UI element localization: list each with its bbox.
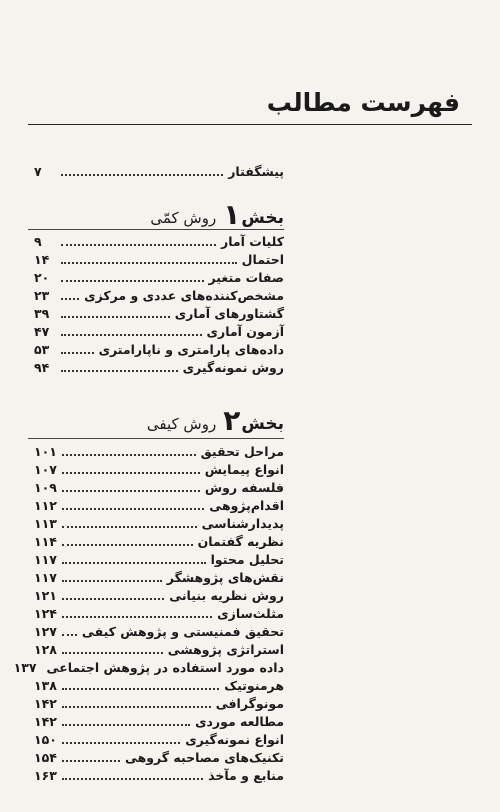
toc-entry-page: ۷	[34, 164, 42, 179]
toc-entry-label: روش نمونه‌گیری	[182, 360, 284, 375]
dot-leader	[62, 724, 190, 726]
dot-leader	[62, 706, 211, 708]
toc-entry-page: ۱۴۲	[34, 714, 57, 729]
dot-leader	[61, 262, 237, 264]
toc-entry	[34, 550, 284, 567]
toc-entry-page: ۴۷	[34, 324, 50, 339]
toc-entry-label: کلیات آمار	[221, 234, 284, 249]
toc-entry-label: روش نظریه بنیانی	[169, 588, 284, 603]
dot-leader	[62, 580, 162, 582]
toc-entry-page: ۱۰۹	[34, 480, 57, 495]
toc-entry-label: تحلیل محتوا	[210, 552, 284, 567]
toc-entry	[34, 712, 284, 729]
toc-entry-page: ۱۲۱	[34, 588, 57, 603]
dot-leader	[61, 280, 204, 282]
section-divider	[28, 438, 284, 439]
dot-leader	[62, 598, 164, 600]
toc-entry-label: مونوگرافی	[215, 696, 284, 711]
toc-entry-label: اقدام‌پژوهی	[209, 498, 284, 513]
toc-entry	[34, 286, 284, 303]
toc-entry-page: ۱۰۷	[34, 462, 57, 477]
toc-entry-page: ۱۶۳	[34, 768, 57, 783]
toc-entry-label: آزمون آماری	[206, 324, 284, 339]
section-name: روش کیفی	[146, 415, 217, 433]
toc-entry-page: ۳۹	[34, 306, 50, 321]
title-divider	[28, 124, 472, 125]
toc-entry-page: ۱۴	[34, 252, 50, 267]
toc-entry-label: هرمنوتیک	[224, 678, 284, 693]
toc-entry-page: ۹	[34, 234, 42, 249]
toc-entry	[34, 640, 284, 657]
toc-entry-label: صفات متغیر	[208, 270, 284, 285]
toc-entry-label: استراتژی پژوهشی	[167, 642, 284, 657]
toc-entry-page: ۱۴۲	[34, 696, 57, 711]
section-heading-2	[147, 402, 284, 436]
dot-leader	[62, 634, 77, 636]
toc-entry	[34, 748, 284, 765]
toc-entry-page: ۱۱۳	[34, 516, 57, 531]
dot-leader	[62, 616, 212, 618]
section-number: ۱	[223, 198, 241, 231]
toc-entry	[34, 586, 284, 603]
dot-leader	[62, 544, 193, 546]
toc-entry	[34, 304, 284, 321]
dot-leader	[61, 334, 202, 336]
dot-leader	[62, 778, 203, 780]
toc-entry-label: نظریه گفتمان	[197, 534, 284, 549]
dot-leader	[61, 174, 223, 176]
dot-leader	[62, 526, 197, 528]
dot-leader	[61, 298, 79, 300]
toc-entry-page: ۱۵۰	[34, 732, 57, 747]
section-heading-1	[150, 196, 284, 230]
toc-entry-page: ۱۲۸	[34, 642, 57, 657]
toc-entry-label: پدیدارشناسی	[201, 516, 284, 531]
toc-entry-page: ۱۳۷	[13, 660, 37, 675]
section-word: بخش	[241, 208, 284, 228]
dot-leader	[62, 652, 163, 654]
page-title: فهرست مطالب	[266, 88, 460, 117]
toc-entry	[34, 622, 284, 639]
toc-entry-label: منابع و مآخذ	[208, 768, 284, 783]
toc-entry	[34, 232, 284, 249]
dot-leader	[62, 490, 200, 492]
dot-leader	[61, 316, 170, 318]
toc-entry-page: ۲۰	[34, 270, 50, 285]
toc-entry	[34, 460, 284, 477]
section-divider	[28, 229, 284, 230]
toc-entry-preface	[34, 162, 284, 179]
dot-leader	[62, 742, 180, 744]
toc-entry	[34, 568, 284, 585]
dot-leader	[61, 352, 94, 354]
toc-entry	[34, 766, 284, 783]
toc-entry-label: گشتاورهای آماری	[174, 306, 284, 321]
section-number: ۲	[223, 404, 241, 437]
toc-entry-page: ۱۲۴	[34, 606, 57, 621]
toc-entry	[34, 322, 284, 339]
toc-entry	[34, 676, 284, 693]
toc-entry-page: ۱۱۴	[34, 534, 57, 549]
dot-leader	[62, 688, 219, 690]
toc-entry	[34, 694, 284, 711]
toc-entry-page: ۲۳	[34, 288, 50, 303]
section-name: روش کمّی	[150, 209, 217, 227]
toc-entry-label: انواع نمونه‌گیری	[185, 732, 284, 747]
section-word: بخش	[241, 414, 284, 434]
toc-entry	[34, 250, 284, 267]
toc-entry-page: ۱۰۱	[34, 444, 57, 459]
toc-entry	[34, 496, 284, 513]
toc-entry-page: ۱۳۸	[34, 678, 57, 693]
toc-entry-label: مثلث‌سازی	[217, 606, 284, 621]
toc-entry-label: مطالعه موردی	[195, 714, 284, 729]
toc-entry-label: تکنیک‌های مصاحبه گروهی	[124, 750, 284, 765]
toc-entry-page: ۱۲۷	[34, 624, 57, 639]
toc-entry	[34, 532, 284, 549]
toc-entry	[13, 658, 284, 675]
toc-entry-page: ۵۳	[34, 342, 50, 357]
toc-entry-label: نقش‌های پژوهشگر	[166, 570, 284, 585]
toc-entry-label: فلسفه روش	[204, 480, 284, 495]
toc-entry-label: داده‌های پارامتری و ناپارامتری	[98, 342, 284, 357]
toc-entry	[34, 442, 284, 459]
toc-entry-label: پیشگفتار	[228, 164, 284, 179]
toc-entry-label: تحقیق فمنیستی و پژوهش کیفی	[81, 624, 284, 639]
toc-entry-page: ۱۱۲	[34, 498, 57, 513]
dot-leader	[62, 454, 196, 456]
dot-leader	[61, 244, 216, 246]
toc-entry-label: داده مورد استفاده در پژوهش اجتماعی	[46, 660, 284, 675]
toc-entry	[34, 730, 284, 747]
toc-entry-label: انواع پیمایش	[204, 462, 284, 477]
toc-entry-label: مشخص‌کننده‌های عددی و مرکزی	[84, 288, 284, 303]
toc-entry-label: احتمال	[241, 252, 284, 267]
toc-entry	[34, 340, 284, 357]
toc-entry-page: ۹۴	[34, 360, 50, 375]
toc-entry-label: مراحل تحقیق	[200, 444, 284, 459]
dot-leader	[62, 760, 120, 762]
toc-entry	[34, 514, 284, 531]
toc-entry-page: ۱۱۷	[34, 552, 57, 567]
toc-entry-page: ۱۵۴	[34, 750, 57, 765]
toc-entry-page: ۱۱۷	[34, 570, 57, 585]
dot-leader	[61, 370, 178, 372]
toc-entry	[34, 268, 284, 285]
dot-leader	[62, 472, 200, 474]
toc-entry	[34, 604, 284, 621]
dot-leader	[62, 508, 204, 510]
dot-leader	[62, 562, 206, 564]
toc-entry	[34, 478, 284, 495]
toc-entry	[34, 358, 284, 375]
